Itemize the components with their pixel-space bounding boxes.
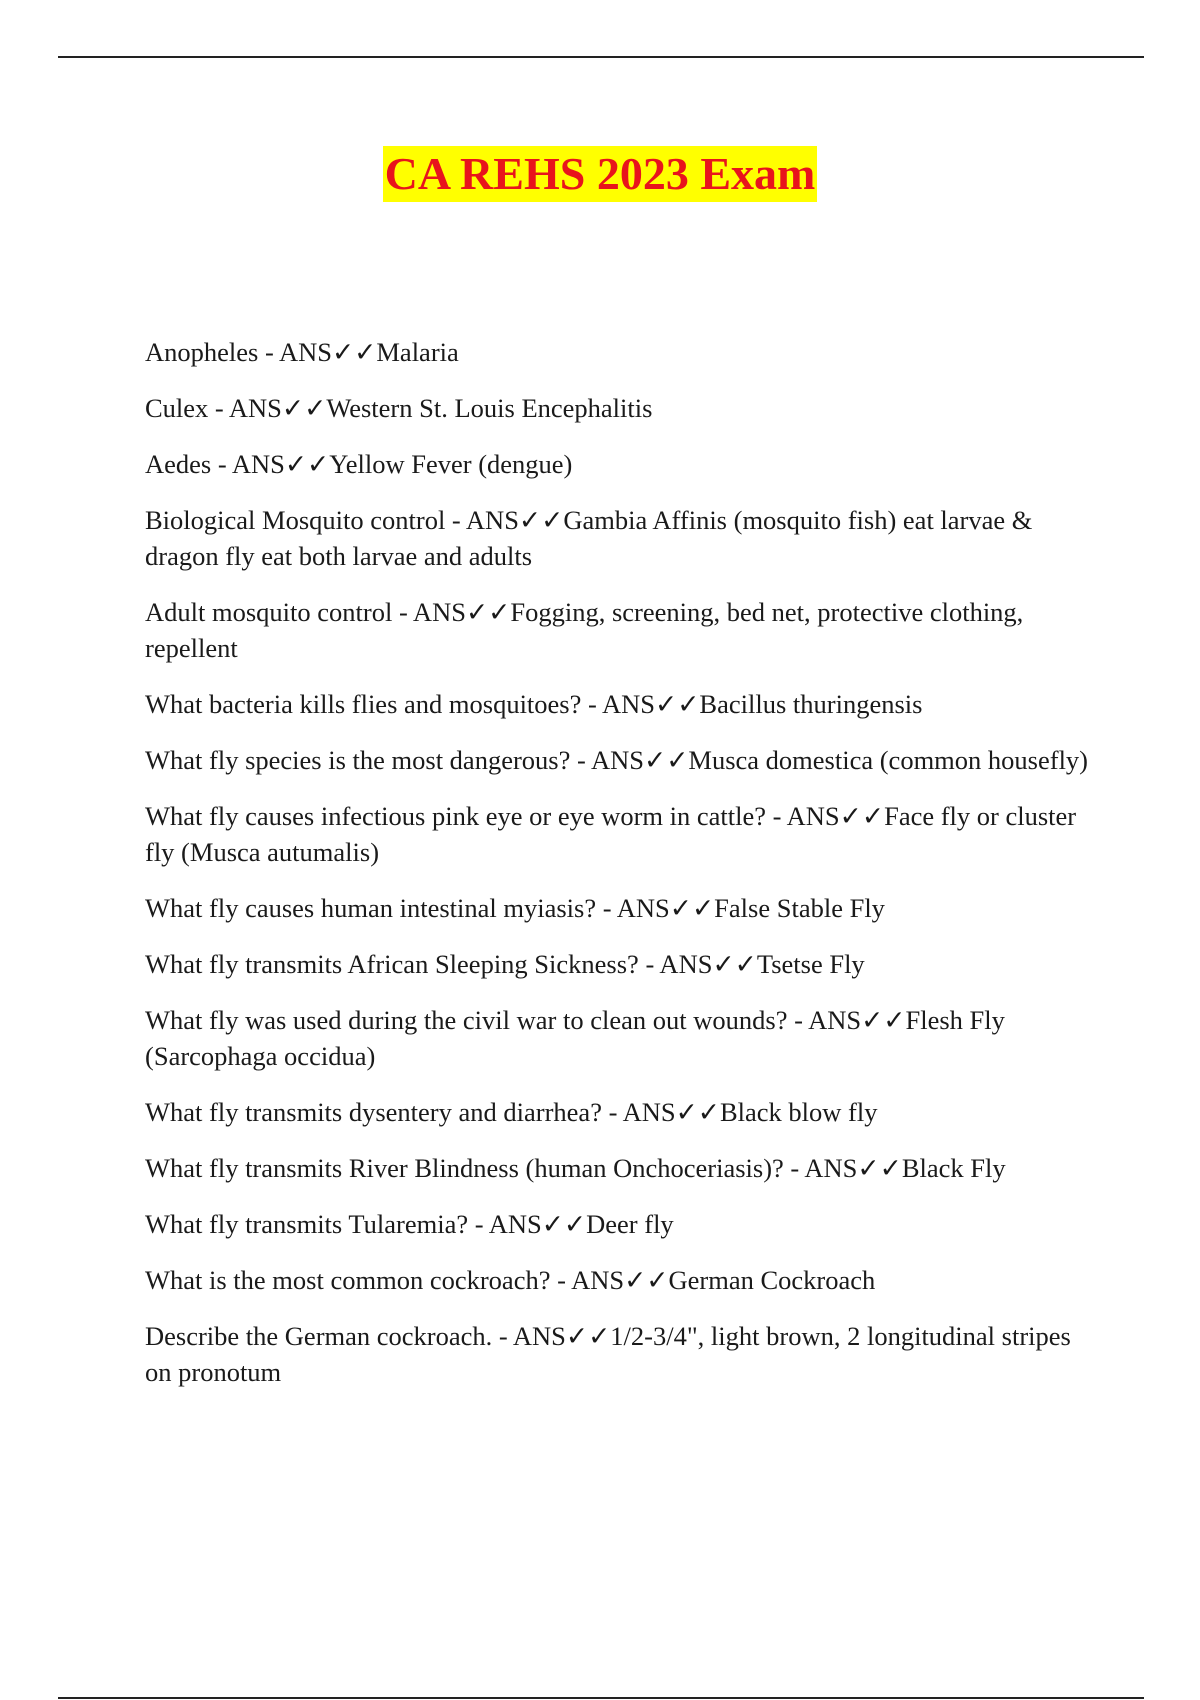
qa-item-13: What fly transmits River Blindness (human Onchoceriasis)? - ANS✓✓Black Fly [145,1153,1006,1183]
qa-item-10: What fly transmits African Sleeping Sickness? - ANS✓✓Tsetse Fly [145,949,865,979]
header-rule [58,56,1144,58]
qa-item-14: What fly transmits Tularemia? - ANS✓✓Deer fly [145,1209,674,1239]
qa-item-5: Adult mosquito control - ANS✓✓Fogging, screening, bed net, protective clothing, repellent [145,597,1024,663]
footer-rule [58,1697,1144,1699]
qa-item-8: What fly causes infectious pink eye or eye worm in cattle? - ANS✓✓Face fly or cluster fly (Musca autumalis) [145,801,1077,867]
title-container [0,146,1200,202]
qa-item-4: Biological Mosquito control - ANS✓✓Gambia Affinis (mosquito fish) eat larvae & dragon fly eat both larvae and adults [145,505,1033,571]
qa-item-15: What is the most common cockroach? - ANS✓✓German Cockroach [145,1265,876,1295]
qa-item-7: What fly species is the most dangerous? - ANS✓✓Musca domestica (common housefly) [145,745,1089,775]
qa-item-3: Aedes - ANS✓✓Yellow Fever (dengue) [145,449,573,479]
qa-item-1: Anopheles - ANS✓✓Malaria [145,337,459,367]
qa-item-9: What fly causes human intestinal myiasis? - ANS✓✓False Stable Fly [145,893,885,923]
qa-item-6: What bacteria kills flies and mosquitoes? - ANS✓✓Bacillus thuringensis [145,689,923,719]
qa-item-16: Describe the German cockroach. - ANS✓✓1/2-3/4", light brown, 2 longitudinal stripes on pronotum [145,1321,1071,1387]
qa-item-12: What fly transmits dysentery and diarrhea? - ANS✓✓Black blow fly [145,1097,878,1127]
document-title: CA REHS 2023 Exam [383,146,818,202]
qa-item-11: What fly was used during the civil war to clean out wounds? - ANS✓✓Flesh Fly (Sarcophaga occidua) [145,1005,1005,1071]
qa-list [145,334,1095,1410]
qa-item-2: Culex - ANS✓✓Western St. Louis Encephalitis [145,393,653,423]
